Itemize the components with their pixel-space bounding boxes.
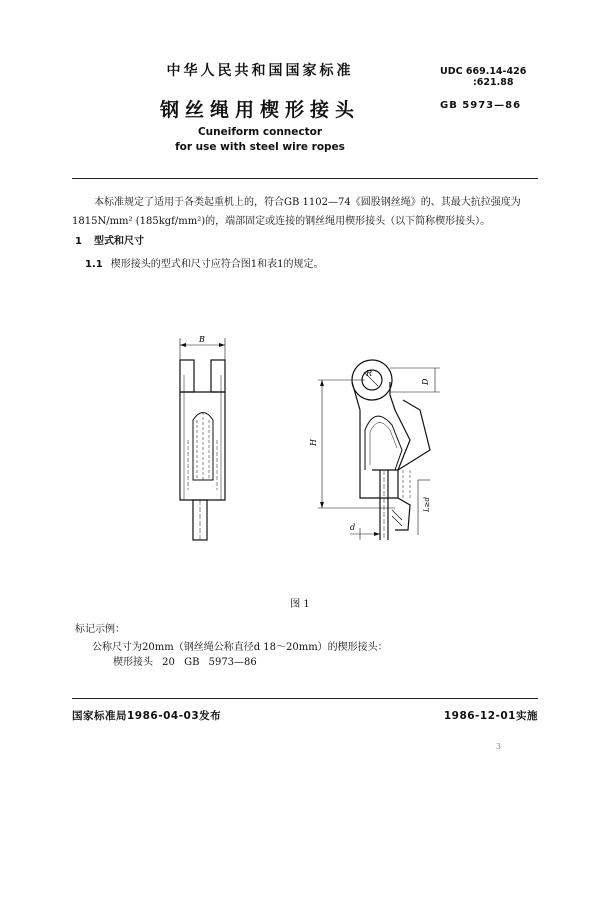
document-title-chinese: 钢丝绳用楔形接头	[159, 99, 360, 121]
figure-caption: 图 1	[290, 599, 310, 610]
intro-line-2: 1815N/mm² (185kgf/mm²)的，端部固定或连接的钢丝绳用楔形接头（以下简称楔形接头）。	[72, 216, 491, 227]
dim-label-tail: L≥d	[423, 497, 431, 512]
gb-standard-code: GB 5973—86	[440, 100, 522, 111]
udc-line-1: UDC 669.14-426	[440, 66, 527, 77]
title-english-line-2: for use with steel wire ropes	[175, 141, 345, 153]
dim-label-D: D	[421, 378, 430, 385]
effective-date: 1986-12-01实施	[443, 710, 538, 722]
section-number: 1	[75, 236, 82, 247]
clause-text: 楔形接头的型式和尺寸应符合图1和表1的规定。	[110, 259, 324, 270]
intro-line-1: 本标准规定了适用于各类起重机上的，符合GB 1102—74《圆股钢丝绳》的、其最大抗拉强度为	[94, 197, 521, 208]
front-view	[180, 338, 225, 540]
udc-line-2: :621.88	[473, 77, 514, 88]
dim-label-d: d	[350, 523, 356, 532]
side-view	[318, 360, 440, 540]
dim-label-R: R	[366, 369, 373, 378]
marking-example-description: 公称尺寸为20mm（钢丝绳公称直径d 18～20mm）的楔形接头：	[92, 642, 388, 653]
dim-label-H: H	[309, 439, 318, 446]
clause-number: 1.1	[85, 259, 103, 270]
marking-example-designation: 楔形接头 20 GB 5973—86	[113, 657, 257, 668]
footer-divider	[72, 698, 538, 699]
title-english-line-1: Cuneiform connector	[197, 126, 323, 138]
dim-label-B: B	[199, 335, 205, 344]
section-title: 型式和尺寸	[93, 236, 144, 247]
national-standard-title: 中华人民共和国国家标准	[166, 63, 354, 79]
issue-date: 国家标准局1986-04-03发布	[72, 710, 222, 722]
marking-example-heading: 标记示例：	[75, 624, 125, 635]
page-number: 3	[496, 742, 502, 751]
